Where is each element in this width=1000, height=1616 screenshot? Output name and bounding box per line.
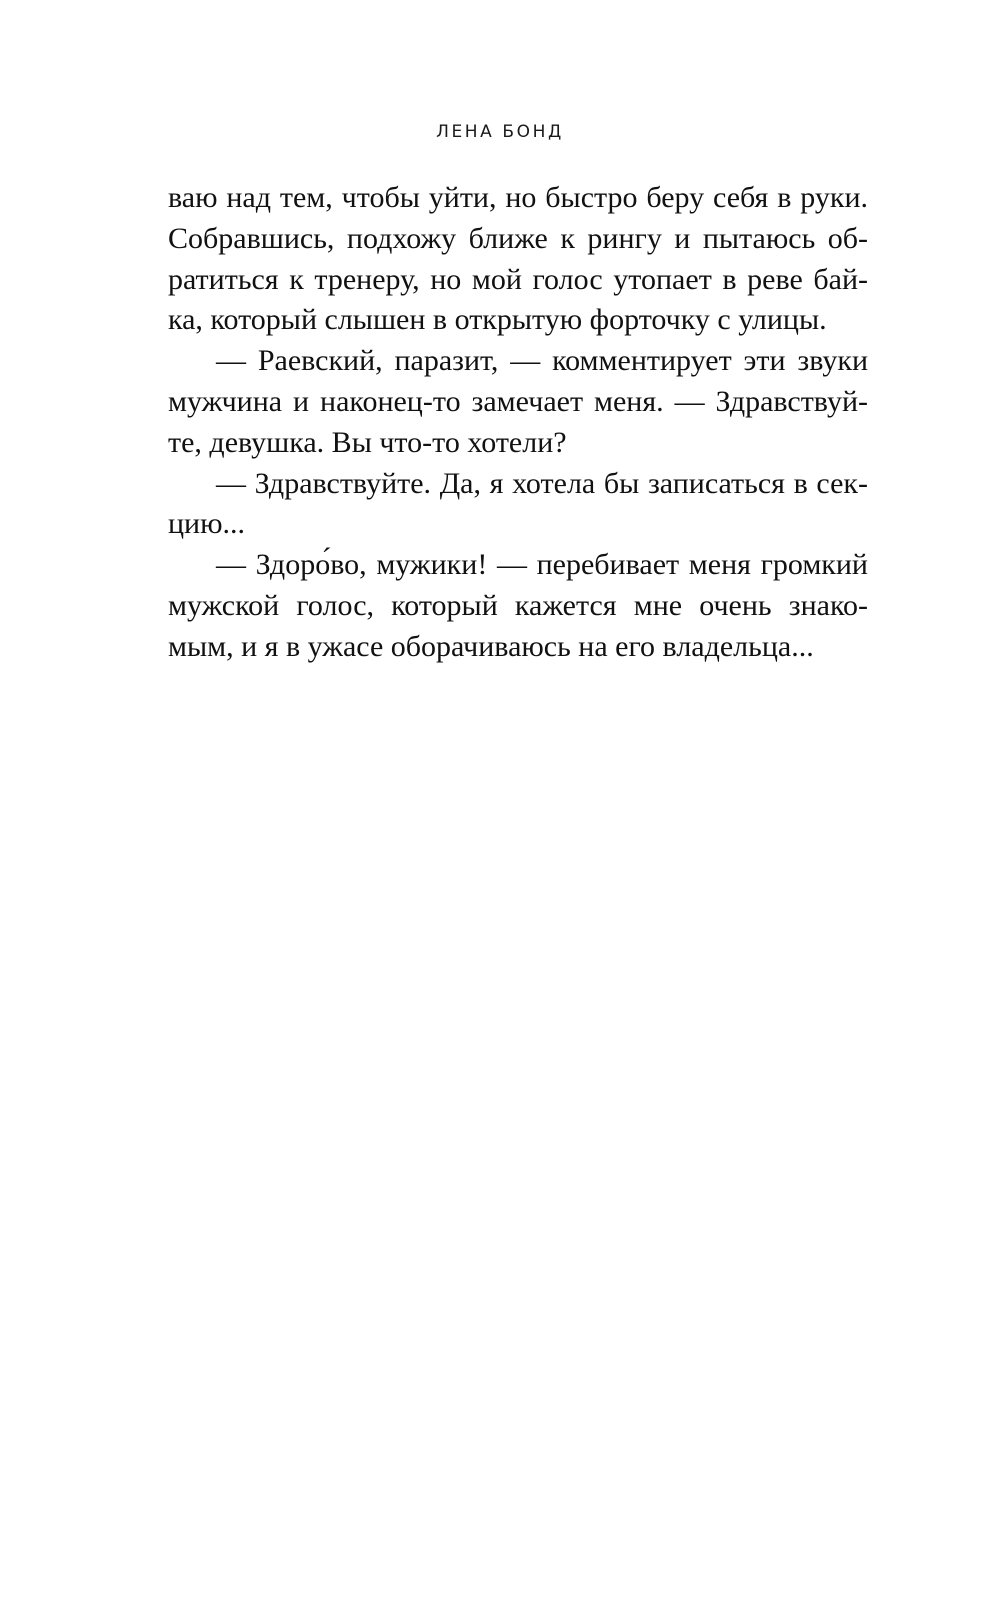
text-line: цию... bbox=[168, 507, 246, 541]
text-line: ваю над тем, чтобы уйти, но быстро беру себя в руки. bbox=[168, 181, 868, 214]
text-line: мым, и я в ужасе оборачиваюсь на его владельца... bbox=[168, 629, 814, 663]
text-line: мужской голос, который кажется мне очень знако- bbox=[168, 588, 868, 622]
text-line: — Раевский, паразит, — комментирует эти звуки bbox=[216, 344, 868, 378]
text-line: мужчина и наконец-то замечает меня. — Здравствуй- bbox=[168, 384, 868, 418]
text-line: — Здравствуйте. Да, я хотела бы записаться в сек- bbox=[216, 466, 868, 500]
body-text bbox=[168, 178, 868, 668]
text-line: — Здоро́во, мужики! — перебивает меня громкий bbox=[216, 548, 868, 582]
text-line: ратиться к тренеру, но мой голос утопает в реве бай- bbox=[168, 262, 868, 296]
text-line: Собравшись, подхожу ближе к рингу и пытаюсь об- bbox=[168, 221, 868, 255]
text-line: ка, который слышен в открытую форточку с улицы. bbox=[168, 303, 827, 337]
running-header: ЛЕНА БОНД bbox=[436, 122, 564, 142]
text-line: те, девушка. Вы что-то хотели? bbox=[168, 425, 567, 459]
